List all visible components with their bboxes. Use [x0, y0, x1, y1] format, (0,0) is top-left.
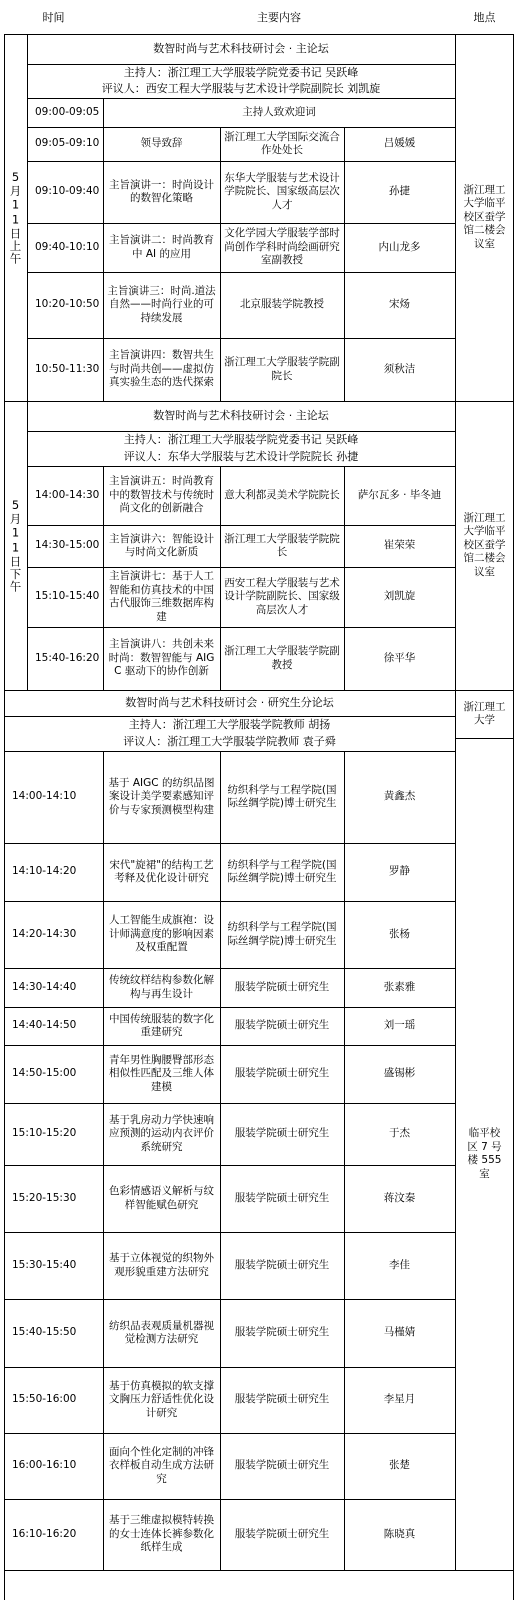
org-cell: 浙江理工大学服装学院副教授 — [224, 645, 340, 671]
org-cell: 文化学园大学服装学部时尚创作学科时尚绘画研究室副教授 — [224, 227, 340, 267]
speaker-cell: 张楚 — [389, 1459, 410, 1472]
speaker-cell: 崔荣荣 — [383, 539, 416, 552]
time-cell: 15:40-16:20 — [35, 651, 100, 664]
topic-cell: 中国传统服装的数字化重建研究 — [109, 1012, 214, 1038]
topic-cell: 主旨演讲三：时尚.道法自然——时尚行业的可持续发展 — [107, 284, 216, 324]
location-cell: 浙江理工大学临平校区蚕学馆二楼会议室 — [463, 511, 506, 578]
org-cell: 服装学院硕士研究生 — [234, 1393, 330, 1406]
topic-cell: 纺织品表观质量机器视觉检测方法研究 — [109, 1319, 214, 1345]
section-title: 数智时尚与艺术科技研讨会 · 主论坛 — [153, 42, 329, 56]
speaker-cell: 刘一瑶 — [383, 1019, 416, 1032]
topic-cell: 基于立体视觉的织物外观形貌重建方法研究 — [109, 1252, 214, 1278]
org-cell: 浙江理工大学服装学院院长 — [224, 532, 340, 558]
org-cell: 服装学院硕士研究生 — [234, 1127, 330, 1140]
topic-cell: 色彩情感语义解析与纹样智能赋色研究 — [109, 1185, 214, 1211]
header-time: 时间 — [4, 2, 103, 34]
time-cell: 14:10-14:20 — [12, 865, 77, 878]
time-cell: 10:20-10:50 — [35, 298, 100, 311]
org-cell: 东华大学服装与艺术设计学院院长、国家级高层次人才 — [224, 171, 340, 211]
time-cell: 09:40-10:10 — [35, 240, 100, 253]
topic-cell: 基于仿真模拟的软支撑文胸压力舒适性优化设计研究 — [109, 1379, 214, 1419]
org-cell: 服装学院硕士研究生 — [234, 1258, 330, 1271]
time-cell: 16:10-16:20 — [12, 1527, 77, 1540]
time-cell: 14:20-14:30 — [12, 927, 77, 940]
time-cell: 10:50-11:30 — [35, 362, 100, 375]
topic-cell: 基于三维虚拟模特转换的女士连体长裤参数化纸样生成 — [109, 1514, 214, 1554]
topic-cell: 人工智能生成旗袍：设计师满意度的影响因素及权重配置 — [109, 914, 214, 954]
speaker-cell: 马槿婧 — [383, 1326, 416, 1339]
host-line: 主持人：浙江理工大学服装学院教师 胡扬 — [128, 718, 331, 731]
speaker-cell: 孙捷 — [389, 185, 410, 198]
speaker-cell: 蒋汶秦 — [383, 1191, 416, 1204]
topic-cell: 领导致辞 — [140, 137, 183, 150]
speaker-cell: 罗静 — [389, 865, 410, 878]
speaker-cell: 李星月 — [383, 1393, 416, 1406]
time-cell: 15:50-16:00 — [12, 1393, 77, 1406]
org-cell: 服装学院硕士研究生 — [234, 1067, 330, 1080]
org-cell: 北京服装学院教授 — [240, 298, 324, 311]
topic-cell: 主旨演讲二：时尚教育中 AI 的应用 — [109, 234, 214, 260]
host-line: 主持人：浙江理工大学服装学院党委书记 吴跃峰 — [123, 433, 359, 446]
speaker-cell: 萨尔瓦多 · 毕冬迪 — [357, 488, 442, 501]
topic-cell: 青年男性胸腰臀部形态相似性匹配及三维人体建模 — [109, 1053, 214, 1093]
merged-cell: 主持人致欢迎词 — [242, 105, 316, 118]
org-cell: 服装学院硕士研究生 — [234, 1191, 330, 1204]
date-cell: 5月11日上午 — [8, 170, 23, 265]
org-cell: 纺织科学与工程学院(国际丝绸学院)博士研究生 — [227, 921, 337, 947]
time-cell: 14:00-14:30 — [35, 488, 100, 501]
time-cell: 15:20-15:30 — [12, 1191, 77, 1204]
time-cell: 15:40-15:50 — [12, 1326, 77, 1339]
section-title: 数智时尚与艺术科技研讨会 · 主论坛 — [153, 409, 329, 423]
time-cell: 15:10-15:20 — [12, 1127, 77, 1140]
speaker-cell: 吕媛媛 — [383, 137, 416, 150]
host-line: 主持人：浙江理工大学服装学院党委书记 吴跃峰 — [123, 66, 359, 79]
time-cell: 14:00-14:10 — [12, 790, 77, 803]
org-cell: 服装学院硕士研究生 — [234, 1459, 330, 1472]
speaker-cell: 陈晓真 — [383, 1527, 416, 1540]
time-cell: 09:00-09:05 — [35, 105, 100, 118]
time-cell: 14:30-15:00 — [35, 539, 100, 552]
org-cell: 纺织科学与工程学院(国际丝绸学院)博士研究生 — [227, 783, 337, 809]
time-cell: 15:10-15:40 — [35, 590, 100, 603]
time-cell: 16:00-16:10 — [12, 1459, 77, 1472]
reviewer-line: 评议人：浙江理工大学服装学院教师 袁子舜 — [123, 734, 336, 748]
section-title: 数智时尚与艺术科技研讨会 · 研究生分论坛 — [125, 696, 334, 710]
org-cell: 浙江理工大学服装学院副院长 — [224, 356, 340, 382]
header-location: 地点 — [455, 2, 514, 34]
speaker-cell: 张素雅 — [383, 980, 416, 993]
topic-cell: 传统纹样结构参数化解构与再生设计 — [109, 974, 214, 1000]
org-cell: 服装学院硕士研究生 — [234, 1527, 330, 1540]
time-cell: 09:10-09:40 — [35, 185, 100, 198]
org-cell: 服装学院硕士研究生 — [234, 1326, 330, 1339]
org-cell: 浙江理工大学国际交流合作处处长 — [224, 130, 340, 156]
time-cell: 09:05-09:10 — [35, 137, 100, 150]
grid-line — [4, 1570, 455, 1571]
time-cell: 15:30-15:40 — [12, 1258, 77, 1271]
org-cell: 服装学院硕士研究生 — [234, 980, 330, 993]
speaker-cell: 李佳 — [389, 1258, 410, 1271]
speaker-cell: 盛锡彬 — [383, 1067, 416, 1080]
topic-cell: 面向个性化定制的冲锋衣样板自动生成方法研究 — [109, 1445, 214, 1485]
speaker-cell: 内山龙多 — [378, 240, 421, 253]
topic-cell: 主旨演讲四：数智共生与时尚共创——虚拟仿真实验生态的迭代探索 — [109, 349, 214, 389]
org-cell: 服装学院硕士研究生 — [234, 1019, 330, 1032]
location-cell: 浙江理工大学临平校区蚕学馆二楼会议室 — [463, 183, 506, 250]
org-cell: 纺织科学与工程学院(国际丝绸学院)博士研究生 — [227, 858, 337, 884]
date-cell: 5月11日下午 — [8, 498, 23, 593]
time-cell: 14:50-15:00 — [12, 1067, 77, 1080]
reviewer-line: 评议人：西安工程大学服装与艺术设计学院副院长 刘凯旋 — [101, 81, 381, 95]
topic-cell: 主旨演讲七：基于人工智能和仿真技术的中国古代服饰三维数据库构建 — [109, 570, 214, 623]
speaker-cell: 于杰 — [389, 1127, 410, 1140]
time-cell: 14:40-14:50 — [12, 1019, 77, 1032]
location-cell-top: 浙江理工大学 — [463, 700, 506, 726]
topic-cell: 基于乳房动力学快速响应预测的运动内衣评价系统研究 — [109, 1113, 214, 1153]
topic-cell: 主旨演讲八：共创未来时尚：数智智能与 AIGC 驱动下的协作创新 — [108, 638, 215, 678]
org-cell: 西安工程大学服装与艺术设计学院副院长、国家级高层次人才 — [224, 576, 340, 616]
topic-cell: 基于 AIGC 的纺织品图案设计美学要素感知评价与专家预测模型构建 — [108, 776, 215, 816]
topic-cell: 主旨演讲六：智能设计与时尚文化新质 — [109, 532, 214, 558]
location-cell: 临平校区 7 号楼 555 室 — [467, 1127, 502, 1180]
speaker-cell: 徐平华 — [383, 651, 416, 664]
topic-cell: 宋代"旋裙"的结构工艺考释及优化设计研究 — [109, 858, 214, 884]
reviewer-line: 评议人：东华大学服装与艺术设计学院院长 孙捷 — [123, 449, 359, 463]
speaker-cell: 宋炀 — [389, 298, 410, 311]
header-content: 主要内容 — [103, 2, 455, 34]
speaker-cell: 刘凯旋 — [383, 590, 416, 603]
speaker-cell: 张杨 — [389, 927, 410, 940]
topic-cell: 主旨演讲五：时尚教育中的数智技术与传统时尚文化的创新融合 — [109, 475, 214, 515]
topic-cell: 主旨演讲一：时尚设计的数智化策略 — [109, 178, 214, 204]
speaker-cell: 黄鑫杰 — [383, 790, 416, 803]
speaker-cell: 须秋洁 — [383, 362, 416, 375]
org-cell: 意大利都灵美术学院院长 — [224, 488, 340, 501]
time-cell: 14:30-14:40 — [12, 980, 77, 993]
